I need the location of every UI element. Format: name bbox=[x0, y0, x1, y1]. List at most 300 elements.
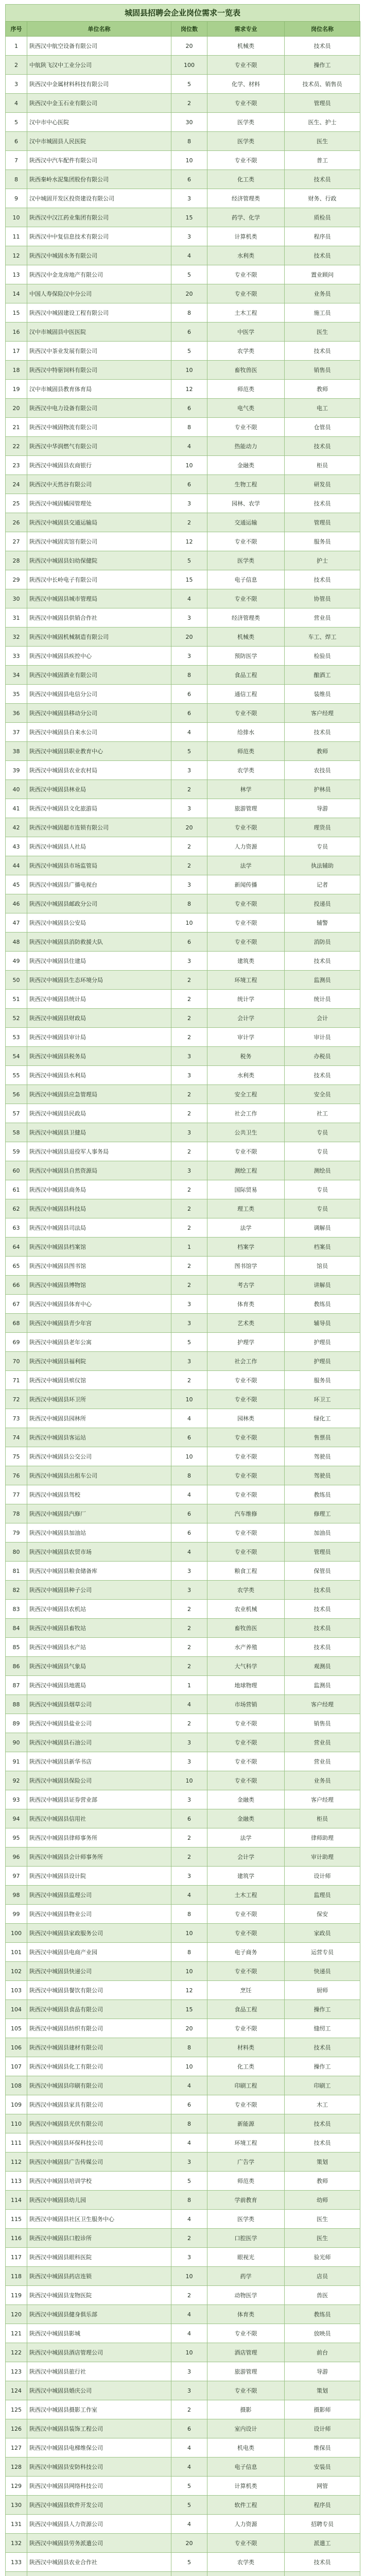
table-row bbox=[6, 1428, 360, 1447]
position-count: 10 bbox=[171, 2267, 207, 2286]
table-row bbox=[6, 532, 360, 551]
position-count: 3 bbox=[171, 1581, 207, 1600]
required-major: 法学 bbox=[207, 1218, 285, 1238]
company-name: 陕西汉中城固县供销合作社 bbox=[27, 608, 171, 628]
row-number: 90 bbox=[6, 1733, 27, 1752]
position-count: 3 bbox=[171, 1752, 207, 1771]
row-number: 126 bbox=[6, 2419, 27, 2438]
position-count: 4 bbox=[171, 2458, 207, 2477]
table-row bbox=[6, 2534, 360, 2553]
position-name: 监测员 bbox=[285, 1676, 360, 1695]
table-row bbox=[6, 1523, 360, 1543]
required-major: 专业不限 bbox=[207, 1485, 285, 1504]
table-row bbox=[6, 1466, 360, 1485]
position-name: 教师 bbox=[285, 742, 360, 761]
position-count: 20 bbox=[171, 2534, 207, 2553]
required-major: 农学类 bbox=[207, 761, 285, 780]
position-count: 8 bbox=[171, 2114, 207, 2133]
position-count: 1 bbox=[171, 1238, 207, 1257]
row-number: 25 bbox=[6, 494, 27, 513]
position-count: 2 bbox=[171, 990, 207, 1009]
company-name: 陕西汉中城固县宠物医院 bbox=[27, 2286, 171, 2305]
required-major: 畜牧兽医 bbox=[207, 361, 285, 380]
position-name: 运营专员 bbox=[285, 1943, 360, 1962]
table-row bbox=[6, 647, 360, 666]
table-row bbox=[6, 1771, 360, 1790]
row-number: 86 bbox=[6, 1657, 27, 1676]
company-name: 陕西汉中城固水务有限公司 bbox=[27, 246, 171, 265]
row-number: 95 bbox=[6, 1828, 27, 1848]
required-major: 社会工作 bbox=[207, 1104, 285, 1123]
company-name: 陕西汉中城固县妇幼保健院 bbox=[27, 551, 171, 570]
table-row bbox=[6, 1276, 360, 1295]
position-count bbox=[171, 2572, 207, 2576]
position-name: 安装员 bbox=[285, 2458, 360, 2477]
row-number: 84 bbox=[6, 1619, 27, 1638]
required-major: 新闻传播 bbox=[207, 875, 285, 894]
required-major: 印刷工程 bbox=[207, 2076, 285, 2095]
required-major: 化学、材料 bbox=[207, 75, 285, 94]
row-number: 49 bbox=[6, 952, 27, 971]
position-name: 护林员 bbox=[285, 780, 360, 799]
table-row bbox=[6, 1123, 360, 1142]
company-name: 陕西汉中城固县盐业公司 bbox=[27, 1714, 171, 1733]
table-row bbox=[6, 132, 360, 151]
position-name: 医生 bbox=[285, 2229, 360, 2248]
table-row bbox=[6, 1962, 360, 1981]
row-number: 132 bbox=[6, 2534, 27, 2553]
row-number: 130 bbox=[6, 2496, 27, 2515]
position-name bbox=[285, 2572, 360, 2576]
company-name: 陕西汉中城固县生态环境分局 bbox=[27, 971, 171, 990]
required-major: 专业不限 bbox=[207, 2095, 285, 2114]
table-row bbox=[6, 361, 360, 380]
position-name: 理货员 bbox=[285, 818, 360, 837]
required-major: 材料类 bbox=[207, 2038, 285, 2057]
row-number: 54 bbox=[6, 1047, 27, 1066]
position-count: 8 bbox=[171, 303, 207, 323]
table-row bbox=[6, 608, 360, 628]
position-name: 服务员 bbox=[285, 532, 360, 551]
position-name: 加油员 bbox=[285, 1523, 360, 1543]
table-row bbox=[6, 1009, 360, 1028]
required-major: 热能动力 bbox=[207, 437, 285, 456]
position-count: 3 bbox=[171, 189, 207, 208]
required-major: 专业不限 bbox=[207, 2324, 285, 2343]
position-count: 8 bbox=[171, 132, 207, 151]
row-number: 11 bbox=[6, 227, 27, 246]
position-count: 15 bbox=[171, 208, 207, 227]
required-major: 专业不限 bbox=[207, 894, 285, 913]
position-count: 3 bbox=[171, 494, 207, 513]
row-number: 111 bbox=[6, 2133, 27, 2153]
position-name: 快递员 bbox=[285, 1962, 360, 1981]
position-count: 2 bbox=[171, 1009, 207, 1028]
table-row bbox=[6, 2286, 360, 2305]
required-major: 税务 bbox=[207, 1047, 285, 1066]
required-major: 安全工程 bbox=[207, 1085, 285, 1104]
company-name: 陕西汉中城固县人力资源公司 bbox=[27, 2515, 171, 2534]
position-count: 8 bbox=[171, 666, 207, 685]
company-name: 陕西汉中城固县环卫所 bbox=[27, 1390, 171, 1409]
position-name: 驾驶员 bbox=[285, 1447, 360, 1466]
position-name: 车工、焊工 bbox=[285, 628, 360, 647]
position-count: 2 bbox=[171, 1848, 207, 1867]
position-count: 2 bbox=[171, 2286, 207, 2305]
required-major: 专业不限 bbox=[207, 2534, 285, 2553]
company-name: 陕西汉中城固县家具有限公司 bbox=[27, 2095, 171, 2114]
position-name: 家政员 bbox=[285, 1924, 360, 1943]
position-name: 研发员 bbox=[285, 475, 360, 494]
required-major: 化工类 bbox=[207, 170, 285, 189]
row-number: 64 bbox=[6, 1238, 27, 1257]
position-name: 技术员 bbox=[285, 342, 360, 361]
position-name: 招聘专员 bbox=[285, 2515, 360, 2534]
table-row bbox=[6, 933, 360, 952]
table-row bbox=[6, 418, 360, 437]
position-name: 客户经理 bbox=[285, 1790, 360, 1809]
column-header-position: 岗位名称 bbox=[285, 22, 360, 37]
company-name: 陕西汉中城固县园林所 bbox=[27, 1409, 171, 1428]
company-name: 陕西汉中城固县自然资源局 bbox=[27, 1161, 171, 1180]
row-number: 4 bbox=[6, 94, 27, 113]
row-number: 120 bbox=[6, 2305, 27, 2324]
position-name: 技术员 bbox=[285, 1581, 360, 1600]
required-major: 生物工程 bbox=[207, 475, 285, 494]
position-count: 3 bbox=[171, 1047, 207, 1066]
table-row bbox=[6, 837, 360, 856]
company-name: 陕西汉中城固县社区卫生服务中心 bbox=[27, 2210, 171, 2229]
company-name: 陕西汉中城固县酒店管理公司 bbox=[27, 2343, 171, 2362]
position-count: 3 bbox=[171, 2362, 207, 2381]
company-name: 陕西汉中城固县食品有限公司 bbox=[27, 2000, 171, 2019]
position-count: 3 bbox=[171, 1562, 207, 1581]
table-row bbox=[6, 1485, 360, 1504]
position-count: 5 bbox=[171, 2172, 207, 2191]
required-major: 图书馆学 bbox=[207, 1257, 285, 1276]
required-major: 体育类 bbox=[207, 2305, 285, 2324]
table-row bbox=[6, 952, 360, 971]
company-name: 陕西汉中城固宾馆有限公司 bbox=[27, 532, 171, 551]
table-row bbox=[6, 1504, 360, 1523]
row-number: 72 bbox=[6, 1390, 27, 1409]
row-number: 53 bbox=[6, 1028, 27, 1047]
row-number: 50 bbox=[6, 971, 27, 990]
required-major: 经济管理类 bbox=[207, 608, 285, 628]
job-table bbox=[5, 21, 360, 2576]
position-count: 10 bbox=[171, 1447, 207, 1466]
row-number: 18 bbox=[6, 361, 27, 380]
required-major: 专业不限 bbox=[207, 265, 285, 284]
company-name: 陕西汉中城固县新华书店 bbox=[27, 1752, 171, 1771]
row-number: 7 bbox=[6, 151, 27, 170]
required-major: 电气类 bbox=[207, 399, 285, 418]
position-name: 售票员 bbox=[285, 1428, 360, 1447]
required-major: 理工类 bbox=[207, 1199, 285, 1218]
row-number: 107 bbox=[6, 2057, 27, 2076]
required-major: 建筑学 bbox=[207, 1867, 285, 1886]
table-row bbox=[6, 246, 360, 265]
position-name: 技术员 bbox=[285, 952, 360, 971]
required-major: 建筑类 bbox=[207, 952, 285, 971]
position-name: 技术员 bbox=[285, 1600, 360, 1619]
position-count: 6 bbox=[171, 399, 207, 418]
position-count: 8 bbox=[171, 1466, 207, 1485]
row-number: 43 bbox=[6, 837, 27, 856]
position-name: 业务员 bbox=[285, 1771, 360, 1790]
table-row bbox=[6, 2267, 360, 2286]
row-number: 112 bbox=[6, 2153, 27, 2172]
row-number: 24 bbox=[6, 475, 27, 494]
position-name: 农技员 bbox=[285, 761, 360, 780]
required-major: 畜牧兽医 bbox=[207, 1619, 285, 1638]
company-name: 陕西汉中城固县环保科技公司 bbox=[27, 2133, 171, 2153]
company-name: 陕西汉中城固县电梯维保公司 bbox=[27, 2438, 171, 2458]
row-number: 109 bbox=[6, 2095, 27, 2114]
position-count: 6 bbox=[171, 1523, 207, 1543]
required-major: 专业不限 bbox=[207, 818, 285, 837]
row-number: 61 bbox=[6, 1180, 27, 1199]
row-number: 88 bbox=[6, 1695, 27, 1714]
row-number: 55 bbox=[6, 1066, 27, 1085]
required-major: 水产养殖 bbox=[207, 1638, 285, 1657]
position-count: 4 bbox=[171, 1886, 207, 1905]
required-major: 专业不限 bbox=[207, 1905, 285, 1924]
table-row bbox=[6, 342, 360, 361]
required-major: 计算机类 bbox=[207, 2477, 285, 2496]
position-count: 2 bbox=[171, 1104, 207, 1123]
position-count: 2 bbox=[171, 1828, 207, 1848]
position-count: 20 bbox=[171, 628, 207, 647]
position-count: 4 bbox=[171, 2076, 207, 2095]
position-count: 8 bbox=[171, 1905, 207, 1924]
company-name: 陕西汉中城固县职业教育中心 bbox=[27, 742, 171, 761]
row-number: 6 bbox=[6, 132, 27, 151]
position-count: 6 bbox=[171, 170, 207, 189]
row-number: 97 bbox=[6, 1867, 27, 1886]
position-count: 4 bbox=[171, 1409, 207, 1428]
position-count: 8 bbox=[171, 894, 207, 913]
position-name: 施工员 bbox=[285, 303, 360, 323]
company-name: 陕西汉中城固县电商产业园 bbox=[27, 1943, 171, 1962]
required-major: 金融类 bbox=[207, 456, 285, 475]
position-name: 放映员 bbox=[285, 2324, 360, 2343]
position-name: 导游 bbox=[285, 2362, 360, 2381]
position-name: 护理员 bbox=[285, 1333, 360, 1352]
required-major: 社会工作 bbox=[207, 1352, 285, 1371]
position-name: 审计助理 bbox=[285, 1848, 360, 1867]
required-major: 专业不限 bbox=[207, 913, 285, 933]
row-number: 65 bbox=[6, 1257, 27, 1276]
column-header-company: 单位名称 bbox=[27, 22, 171, 37]
company-name: 汉中市城固县人民医院 bbox=[27, 132, 171, 151]
required-major: 专业不限 bbox=[207, 933, 285, 952]
position-name: 木工 bbox=[285, 2095, 360, 2114]
row-number: 21 bbox=[6, 418, 27, 437]
table-row bbox=[6, 151, 360, 170]
position-name: 操作工 bbox=[285, 2000, 360, 2019]
required-major: 水利类 bbox=[207, 1066, 285, 1085]
company-name: 陕西汉中城固县商务局 bbox=[27, 1180, 171, 1199]
table-row bbox=[6, 2515, 360, 2534]
position-count: 6 bbox=[171, 2419, 207, 2438]
required-major: 机械类 bbox=[207, 37, 285, 56]
position-name: 前台 bbox=[285, 2343, 360, 2362]
table-row bbox=[6, 1981, 360, 2000]
position-name: 统计员 bbox=[285, 990, 360, 1009]
row-number: 116 bbox=[6, 2229, 27, 2248]
position-count: 5 bbox=[171, 2496, 207, 2515]
required-major: 医学类 bbox=[207, 2210, 285, 2229]
position-count: 20 bbox=[171, 284, 207, 303]
required-major: 药学、化学 bbox=[207, 208, 285, 227]
position-name: 销售员 bbox=[285, 361, 360, 380]
position-count: 2 bbox=[171, 2400, 207, 2419]
position-name: 服务员 bbox=[285, 1371, 360, 1390]
row-number: 131 bbox=[6, 2515, 27, 2534]
position-name: 记者 bbox=[285, 875, 360, 894]
position-count: 4 bbox=[171, 2210, 207, 2229]
company-name: 陕西汉中城固县税务局 bbox=[27, 1047, 171, 1066]
required-major: 专业不限 bbox=[207, 1466, 285, 1485]
position-count: 8 bbox=[171, 418, 207, 437]
position-count: 20 bbox=[171, 2019, 207, 2038]
position-count: 6 bbox=[171, 475, 207, 494]
position-name: 医生 bbox=[285, 132, 360, 151]
position-count: 4 bbox=[171, 723, 207, 742]
position-count: 5 bbox=[171, 75, 207, 94]
required-major: 市场营销 bbox=[207, 1695, 285, 1714]
position-count: 4 bbox=[171, 1485, 207, 1504]
row-number: 17 bbox=[6, 342, 27, 361]
position-count: 10 bbox=[171, 913, 207, 933]
company-name: 陕西汉中城固县交通运输局 bbox=[27, 513, 171, 532]
row-number: 42 bbox=[6, 818, 27, 837]
row-number: 133 bbox=[6, 2553, 27, 2572]
required-major: 专业不限 bbox=[207, 1523, 285, 1543]
position-count: 5 bbox=[171, 342, 207, 361]
position-count: 5 bbox=[171, 265, 207, 284]
table-row bbox=[6, 2000, 360, 2019]
row-number: 78 bbox=[6, 1504, 27, 1523]
position-count: 6 bbox=[171, 1428, 207, 1447]
company-name: 陕西汉中城固县城市管理局 bbox=[27, 589, 171, 608]
position-count: 20 bbox=[171, 37, 207, 56]
table-row bbox=[6, 437, 360, 456]
company-name: 陕西汉中城固县老年公寓 bbox=[27, 1333, 171, 1352]
table-row bbox=[6, 1619, 360, 1638]
position-count: 3 bbox=[171, 1161, 207, 1180]
table-row bbox=[6, 818, 360, 837]
required-major: 酒店管理 bbox=[207, 2343, 285, 2362]
required-major: 专业不限 bbox=[207, 94, 285, 113]
required-major: 药学 bbox=[207, 2267, 285, 2286]
position-name: 厨师 bbox=[285, 1981, 360, 2000]
company-name: 陕西汉中城固县粮食储备库 bbox=[27, 1562, 171, 1581]
required-major: 专业不限 bbox=[207, 1543, 285, 1562]
position-name: 绿化工 bbox=[285, 1409, 360, 1428]
table-row bbox=[6, 2038, 360, 2057]
position-name: 测绘员 bbox=[285, 1161, 360, 1180]
position-count: 3 bbox=[171, 1352, 207, 1371]
required-major: 摄影 bbox=[207, 2400, 285, 2419]
company-name: 陕西汉中城固县农业合作社 bbox=[27, 2553, 171, 2572]
company-name: 陕西汉中城固县培训学校 bbox=[27, 2172, 171, 2191]
position-name: 维保员 bbox=[285, 2438, 360, 2458]
position-name: 营业员 bbox=[285, 1733, 360, 1752]
table-row bbox=[6, 2019, 360, 2038]
company-name: 陕西汉中航空设备有限公司 bbox=[27, 37, 171, 56]
required-major: 专业不限 bbox=[207, 532, 285, 551]
position-name: 医生 bbox=[285, 2210, 360, 2229]
position-name: 策划 bbox=[285, 2381, 360, 2400]
required-major: 烹饪 bbox=[207, 1981, 285, 2000]
required-major: 医学类 bbox=[207, 132, 285, 151]
company-name: 陕西汉中电力设备有限公司 bbox=[27, 399, 171, 418]
required-major: 学前教育 bbox=[207, 2191, 285, 2210]
required-major: 专业不限 bbox=[207, 1714, 285, 1733]
position-count: 4 bbox=[171, 2133, 207, 2153]
table-row bbox=[6, 265, 360, 284]
company-name: 陕西汉中长岭电子有限公司 bbox=[27, 570, 171, 589]
position-count: 3 bbox=[171, 952, 207, 971]
company-name: 陕西汉中城固县气象局 bbox=[27, 1657, 171, 1676]
required-major: 专业不限 bbox=[207, 1962, 285, 1981]
table-row bbox=[6, 1638, 360, 1657]
company-name: 陕西汉中城固县印刷有限公司 bbox=[27, 2076, 171, 2095]
position-name: 技术员 bbox=[285, 2553, 360, 2572]
position-name: 客户经理 bbox=[285, 704, 360, 723]
company-name: 陕西汉中城固县市场监管局 bbox=[27, 856, 171, 875]
company-name: 陕西汉中金龙房地产有限公司 bbox=[27, 265, 171, 284]
company-name: 陕西汉中城固物流有限公司 bbox=[27, 418, 171, 437]
row-number: 118 bbox=[6, 2267, 27, 2286]
required-major: 林学 bbox=[207, 780, 285, 799]
position-name: 档案员 bbox=[285, 1238, 360, 1257]
row-number: 80 bbox=[6, 1543, 27, 1562]
company-name: 陕西汉中城固县青少年宫 bbox=[27, 1314, 171, 1333]
table-row bbox=[6, 971, 360, 990]
row-number: 47 bbox=[6, 913, 27, 933]
required-major: 水利类 bbox=[207, 246, 285, 265]
position-count: 3 bbox=[171, 1123, 207, 1142]
table-row bbox=[6, 475, 360, 494]
table-row bbox=[6, 1447, 360, 1466]
required-major: 软件工程 bbox=[207, 2496, 285, 2515]
company-name: 陕西汉中城固县会计师事务所 bbox=[27, 1848, 171, 1867]
row-number: 14 bbox=[6, 284, 27, 303]
required-major: 动物医学 bbox=[207, 2286, 285, 2305]
company-name: 陕西汉中金属材料科技有限公司 bbox=[27, 75, 171, 94]
table-row bbox=[6, 1886, 360, 1905]
company-name: 陕西汉中城固县药店连锁 bbox=[27, 2267, 171, 2286]
table-row bbox=[6, 2305, 360, 2324]
row-number: 9 bbox=[6, 189, 27, 208]
row-number: 122 bbox=[6, 2343, 27, 2362]
company-name: 陕西汉中城固县卫健局 bbox=[27, 1123, 171, 1142]
position-name: 店员 bbox=[285, 2267, 360, 2286]
position-count: 4 bbox=[171, 1695, 207, 1714]
position-name: 验光师 bbox=[285, 2248, 360, 2267]
position-count: 4 bbox=[171, 246, 207, 265]
company-name: 汉中市城固县教育体育局 bbox=[27, 380, 171, 399]
position-name: 缝纫工 bbox=[285, 2019, 360, 2038]
required-major: 园林类 bbox=[207, 1409, 285, 1428]
position-name: 程序员 bbox=[285, 227, 360, 246]
position-name: 管理员 bbox=[285, 94, 360, 113]
row-number: 28 bbox=[6, 551, 27, 570]
position-count: 3 bbox=[171, 227, 207, 246]
